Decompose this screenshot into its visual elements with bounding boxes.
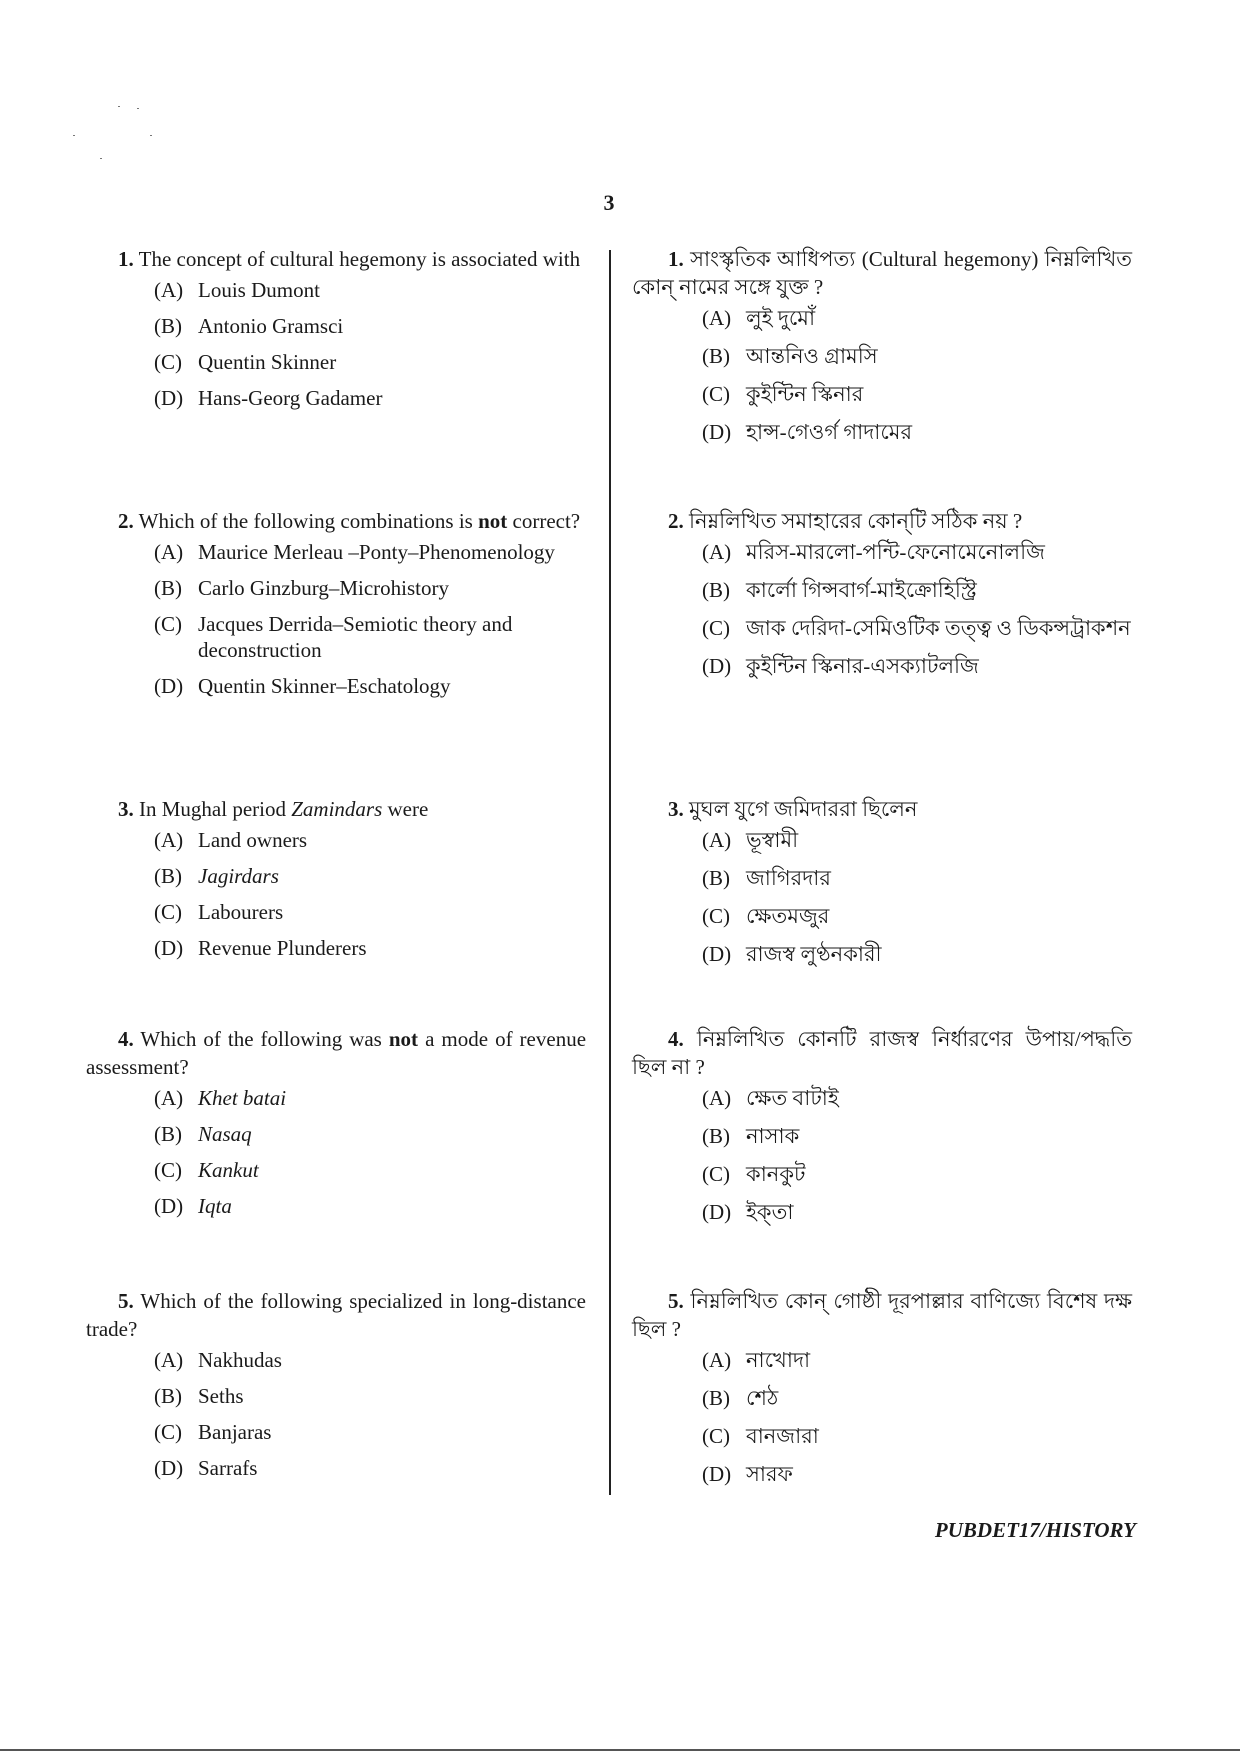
option-text: Jagirdars (198, 864, 279, 888)
option-label: (C) (702, 1162, 730, 1186)
option-text: Iqta (198, 1194, 232, 1218)
option-label: (C) (702, 1424, 730, 1448)
option-text: ভূস্বামী (746, 828, 799, 852)
question-stem (632, 245, 1132, 301)
question-stem (86, 1025, 586, 1081)
question-text: correct? (512, 509, 581, 533)
option-label: (A) (702, 540, 732, 564)
column-divider (609, 250, 611, 1495)
option-text: Nasaq (198, 1122, 252, 1146)
question-number: 5. (668, 1289, 684, 1313)
question-stem (86, 1287, 586, 1343)
question-emphasis: not (478, 509, 508, 533)
option-text: বানজারা (746, 1424, 819, 1448)
option-text: ক্ষেতমজুর (746, 904, 830, 928)
question-text: নিম্নলিখিত কোনটি রাজস্ব নির্ধারণের উপায়/পদ্ধতি ছিল না ? (632, 1027, 1133, 1079)
option-list (86, 827, 586, 961)
question-stem (86, 795, 586, 823)
option-a (632, 539, 1132, 565)
option-text: Sarrafs (198, 1456, 258, 1480)
option-label: (C) (154, 1158, 182, 1182)
question-stem (86, 245, 586, 273)
question-text: মুঘল যুগে জমিদাররা ছিলেন (689, 797, 918, 821)
question-stem (86, 507, 586, 535)
option-list (632, 827, 1132, 967)
option-text: কার্লো গিন্সবার্গ-মাইক্রোহিস্ট্রি (746, 578, 977, 602)
option-list (632, 539, 1132, 679)
option-label: (A) (154, 828, 184, 852)
option-label: (B) (702, 1386, 730, 1410)
question-text: Which of the following was (140, 1027, 382, 1051)
question-number: 5. (118, 1289, 134, 1313)
option-c (632, 615, 1132, 641)
option-label: (A) (702, 306, 732, 330)
option-text: Jacques Derrida–Semiotic theory and deconstruction (198, 612, 513, 662)
option-a (86, 1085, 586, 1111)
option-c (86, 349, 586, 375)
option-a (632, 1347, 1132, 1373)
question-text: নিম্নলিখিত কোন্ গোষ্ঠী দূরপাল্লার বাণিজ্যে বিশেষ দক্ষ ছিল ? (632, 1289, 1133, 1341)
question-number: 1. (668, 247, 684, 271)
question-text: Which of the following specialized in long-distance trade? (86, 1289, 586, 1341)
option-text: মরিস-মারলো-পন্টি-ফেনোমেনোলজি (746, 540, 1045, 564)
option-label: (A) (154, 1086, 184, 1110)
question-number: 4. (668, 1027, 684, 1051)
option-d (86, 1193, 586, 1219)
option-label: (A) (154, 278, 184, 302)
option-label: (B) (702, 578, 730, 602)
page-number: 3 (603, 190, 615, 215)
question-2 (86, 507, 586, 709)
option-text: সারফ (746, 1462, 793, 1486)
option-text: হান্স-গেওর্গ গাদামের (746, 420, 913, 444)
question-stem (632, 1287, 1132, 1343)
option-c (86, 1157, 586, 1183)
option-text: Kankut (198, 1158, 259, 1182)
option-label: (B) (154, 864, 182, 888)
scan-speck (73, 135, 75, 136)
option-list (632, 1347, 1132, 1487)
question-text: সাংস্কৃতিক আধিপত্য (Cultural hegemony) নিম্নলিখিত কোন্ নামের সঙ্গে যুক্ত ? (632, 247, 1132, 299)
question-5-bengali (632, 1287, 1132, 1499)
question-number: 3. (118, 797, 134, 821)
option-text: কুইন্টিন স্কিনার-এসক্যাটলজি (746, 654, 979, 678)
option-label: (D) (702, 942, 732, 966)
option-c (632, 381, 1132, 407)
option-label: (B) (702, 1124, 730, 1148)
question-2-bengali (632, 507, 1132, 691)
question-4 (86, 1025, 586, 1229)
option-b (632, 577, 1132, 603)
option-text: Land owners (198, 828, 308, 852)
question-text: In Mughal period (139, 797, 286, 821)
option-a (86, 1347, 586, 1373)
option-b (632, 343, 1132, 369)
option-list (86, 277, 586, 411)
question-emphasis: Zamindars (291, 797, 383, 821)
option-text: Banjaras (198, 1420, 272, 1444)
option-label: (A) (154, 540, 184, 564)
option-text: Louis Dumont (198, 278, 320, 302)
option-b (86, 1383, 586, 1409)
option-label: (D) (154, 1194, 184, 1218)
question-number: 4. (118, 1027, 134, 1051)
option-text: লুই দুমোঁ (746, 306, 816, 330)
option-text: Carlo Ginzburg–Microhistory (198, 576, 449, 600)
option-text: Quentin Skinner–Eschatology (198, 674, 451, 698)
option-label: (B) (154, 314, 182, 338)
option-text: নাসাক (746, 1124, 800, 1148)
option-b (86, 1121, 586, 1147)
option-text: Revenue Plunderers (198, 936, 367, 960)
option-label: (C) (702, 616, 730, 640)
option-a (86, 539, 586, 565)
option-label: (A) (702, 1086, 732, 1110)
option-b (86, 313, 586, 339)
option-label: (D) (702, 1462, 732, 1486)
option-d (632, 941, 1132, 967)
option-label: (C) (154, 900, 182, 924)
option-list (86, 1347, 586, 1481)
option-label: (B) (702, 866, 730, 890)
option-text: ক্ষেত বাটাই (746, 1086, 839, 1110)
option-b (632, 1123, 1132, 1149)
option-label: (C) (154, 1420, 182, 1444)
option-label: (C) (154, 612, 182, 636)
option-b (86, 863, 586, 889)
option-list (632, 305, 1132, 445)
option-text: ইক্‌তা (746, 1200, 794, 1224)
option-c (632, 1423, 1132, 1449)
question-stem (632, 795, 1132, 823)
option-d (632, 419, 1132, 445)
option-text: Seths (198, 1384, 244, 1408)
option-b (632, 1385, 1132, 1411)
option-d (86, 1455, 586, 1481)
option-c (632, 903, 1132, 929)
option-c (632, 1161, 1132, 1187)
option-label: (B) (154, 1122, 182, 1146)
scan-speck (137, 108, 139, 109)
option-a (632, 1085, 1132, 1111)
option-label: (B) (702, 344, 730, 368)
scan-speck (118, 106, 120, 107)
option-label: (D) (702, 1200, 732, 1224)
option-d (86, 673, 586, 699)
question-text: নিম্নলিখিত সমাহারের কোন্‌টি সঠিক নয় ? (689, 509, 1023, 533)
option-label: (D) (154, 674, 184, 698)
option-label: (D) (702, 654, 732, 678)
option-label: (C) (702, 382, 730, 406)
option-list (632, 1085, 1132, 1225)
option-text: কানকুট (746, 1162, 806, 1186)
option-text: Quentin Skinner (198, 350, 337, 374)
option-a (632, 827, 1132, 853)
question-number: 1. (118, 247, 134, 271)
option-label: (A) (154, 1348, 184, 1372)
question-text: a mode of revenue assessment? (86, 1027, 587, 1079)
option-label: (D) (154, 386, 184, 410)
option-text: Labourers (198, 900, 284, 924)
question-text: were (387, 797, 429, 821)
option-text: কুইন্টিন স্কিনার (746, 382, 864, 406)
question-text: Which of the following combinations is (138, 509, 473, 533)
scan-edge-line (0, 1749, 1240, 1751)
question-1-bengali (632, 245, 1132, 457)
option-label: (D) (154, 1456, 184, 1480)
question-number: 2. (668, 509, 684, 533)
option-text: Maurice Merleau –Ponty–Phenomenology (198, 540, 555, 564)
question-emphasis: not (388, 1027, 419, 1051)
option-list (86, 1085, 586, 1219)
option-c (86, 1419, 586, 1445)
question-text: The concept of cultural hegemony is associated with (138, 247, 581, 271)
option-text: শেঠ (746, 1386, 779, 1410)
option-text: Nakhudas (198, 1348, 282, 1372)
option-label: (B) (154, 1384, 182, 1408)
option-d (86, 385, 586, 411)
option-text: রাজস্ব লুণ্ঠনকারী (746, 942, 882, 966)
paper-code: PUBDET17/HISTORY (934, 1518, 1136, 1542)
question-stem (632, 1025, 1132, 1081)
scan-speck (100, 158, 102, 159)
option-label: (A) (702, 1348, 732, 1372)
question-number: 3. (668, 797, 684, 821)
option-label: (A) (702, 828, 732, 852)
scan-speck (150, 135, 152, 136)
option-d (86, 935, 586, 961)
option-c (86, 611, 586, 663)
option-label: (D) (702, 420, 732, 444)
option-label: (D) (154, 936, 184, 960)
question-4-bengali (632, 1025, 1132, 1237)
option-a (86, 277, 586, 303)
option-d (632, 1461, 1132, 1487)
option-list (86, 539, 586, 699)
option-text: নাখোদা (746, 1348, 811, 1372)
option-text: জাক দেরিদা-সেমিওটিক তত্ত্ব ও ডিকন্সট্রাকশন (746, 616, 1131, 640)
option-label: (C) (702, 904, 730, 928)
option-d (632, 653, 1132, 679)
question-number: 2. (118, 509, 134, 533)
option-text: আন্তনিও গ্রামসি (746, 344, 878, 368)
option-label: (C) (154, 350, 182, 374)
option-a (86, 827, 586, 853)
option-a (632, 305, 1132, 331)
question-stem (632, 507, 1132, 535)
option-b (632, 865, 1132, 891)
question-3 (86, 795, 586, 971)
option-label: (B) (154, 576, 182, 600)
option-text: Hans-Georg Gadamer (198, 386, 383, 410)
option-text: জাগিরদার (746, 866, 831, 890)
option-text: Antonio Gramsci (198, 314, 344, 338)
option-d (632, 1199, 1132, 1225)
option-text: Khet batai (198, 1086, 287, 1110)
option-c (86, 899, 586, 925)
question-1 (86, 245, 586, 421)
question-3-bengali (632, 795, 1132, 979)
question-5 (86, 1287, 586, 1491)
option-b (86, 575, 586, 601)
